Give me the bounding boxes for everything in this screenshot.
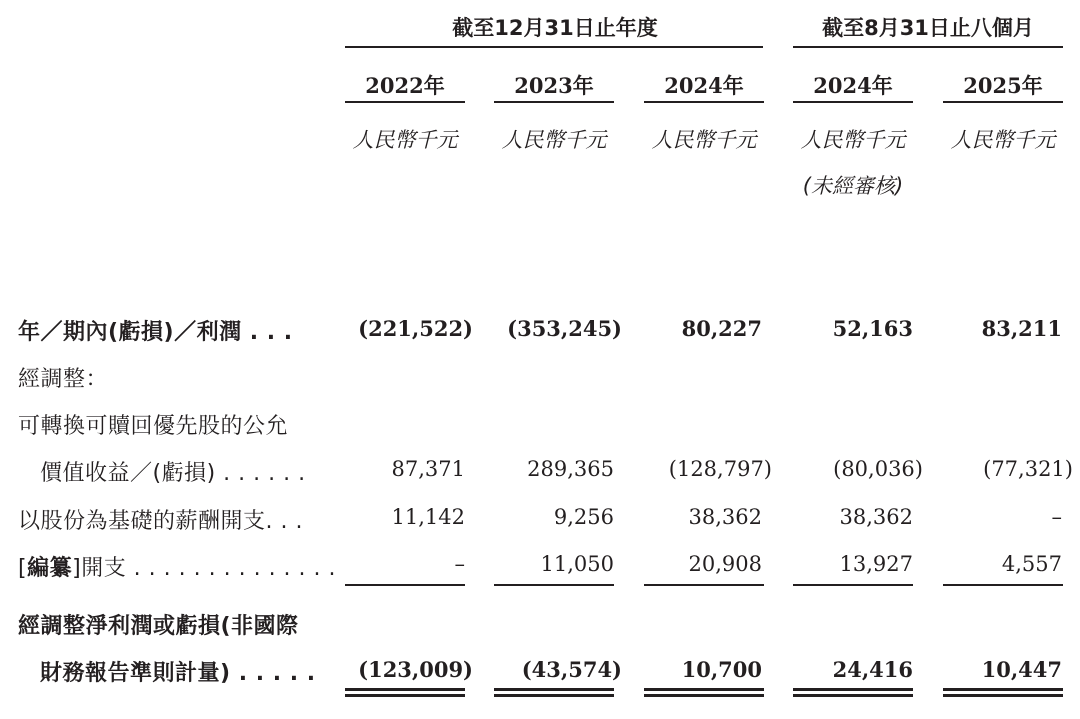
cell-redacted-2024-8m: 13,927 [839,552,913,576]
unit-label-2: 人民幣千元 [501,128,607,152]
cell-profit-2023: (353,245) [507,316,622,341]
row-label-adjusted-by: 經調整： [18,367,109,392]
row-label-fair-value-line1: 可轉換可贖回優先股的公允 [18,414,289,439]
year-header-2025-8m: 2025年 [963,73,1043,98]
cell-fv-2024-8m: (80,036) [833,457,923,481]
year-rule-5 [943,101,1063,103]
year-header-2023: 2023年 [514,73,594,98]
cell-adjusted-2025-8m: 10,447 [981,657,1062,682]
redacted-placeholder: 編纂 [27,556,73,581]
row-label-adjusted-net-line1: 經調整淨利潤或虧損(非國際 [18,614,299,639]
cell-share-2022: 11,142 [391,505,465,529]
cell-profit-2024: 80,227 [681,316,762,341]
year-header-2024-8m: 2024年 [813,73,893,98]
cell-redacted-2023: 11,050 [540,552,614,576]
cell-adjusted-2023: (43,574) [521,657,622,682]
row-label-profit-loss: 年／期內(虧損)／利潤 . . . [18,320,293,345]
total-double-rule-4 [793,688,913,697]
cell-profit-2024-8m: 52,163 [832,316,913,341]
cell-share-2024: 38,362 [688,505,762,529]
subtotal-rule-4 [793,584,913,586]
cell-adjusted-2024-8m: 24,416 [832,657,913,682]
year-rule-4 [793,101,913,103]
cell-profit-2022: (221,522) [358,316,473,341]
total-double-rule-3 [644,688,764,697]
row-label-share-based-comp: 以股份為基礎的薪酬開支. . . [18,509,303,534]
redacted-bracket-open: [ [18,556,28,581]
header-group-year-ended-rule [345,46,763,48]
year-rule-2 [494,101,614,103]
subtotal-rule-2 [494,584,614,586]
total-double-rule-5 [943,688,1063,697]
redacted-label-suffix: ]開支 . . . . . . . . . . . . . . [72,556,337,581]
cell-fv-2025-8m: (77,321) [983,457,1073,481]
row-label-redacted-expenses [18,551,336,582]
header-group-year-ended: 截至12月31日止年度 [452,16,658,40]
cell-fv-2024: (128,797) [668,457,772,481]
unaudited-note: (未經審核) [802,174,904,198]
cell-redacted-2025-8m: 4,557 [1001,552,1062,576]
year-rule-1 [345,101,465,103]
cell-share-2024-8m: 38,362 [839,505,913,529]
total-double-rule-2 [494,688,614,697]
cell-adjusted-2022: (123,009) [358,657,473,682]
year-header-2022: 2022年 [365,73,445,98]
year-rule-3 [644,101,764,103]
unit-label-4: 人民幣千元 [800,128,906,152]
cell-share-2023: 9,256 [553,505,614,529]
header-group-eight-months-rule [793,46,1063,48]
cell-redacted-2022: – [454,552,465,576]
year-header-2024: 2024年 [664,73,744,98]
header-group-eight-months: 截至8月31日止八個月 [822,16,1034,40]
unit-label-5: 人民幣千元 [950,128,1056,152]
row-label-adjusted-net-line2: 財務報告準則計量) . . . . . [40,661,316,686]
cell-share-2025-8m: – [1051,505,1062,529]
cell-fv-2023: 289,365 [527,457,614,481]
cell-profit-2025-8m: 83,211 [981,316,1062,341]
total-double-rule-1 [345,688,465,697]
cell-adjusted-2024: 10,700 [681,657,762,682]
subtotal-rule-5 [943,584,1063,586]
unit-label-3: 人民幣千元 [651,128,757,152]
cell-redacted-2024: 20,908 [688,552,762,576]
cell-fv-2022: 87,371 [391,457,465,481]
subtotal-rule-1 [345,584,465,586]
subtotal-rule-3 [644,584,764,586]
unit-label-1: 人民幣千元 [352,128,458,152]
row-label-fair-value-line2: 價值收益／(虧損) . . . . . . [40,461,306,486]
